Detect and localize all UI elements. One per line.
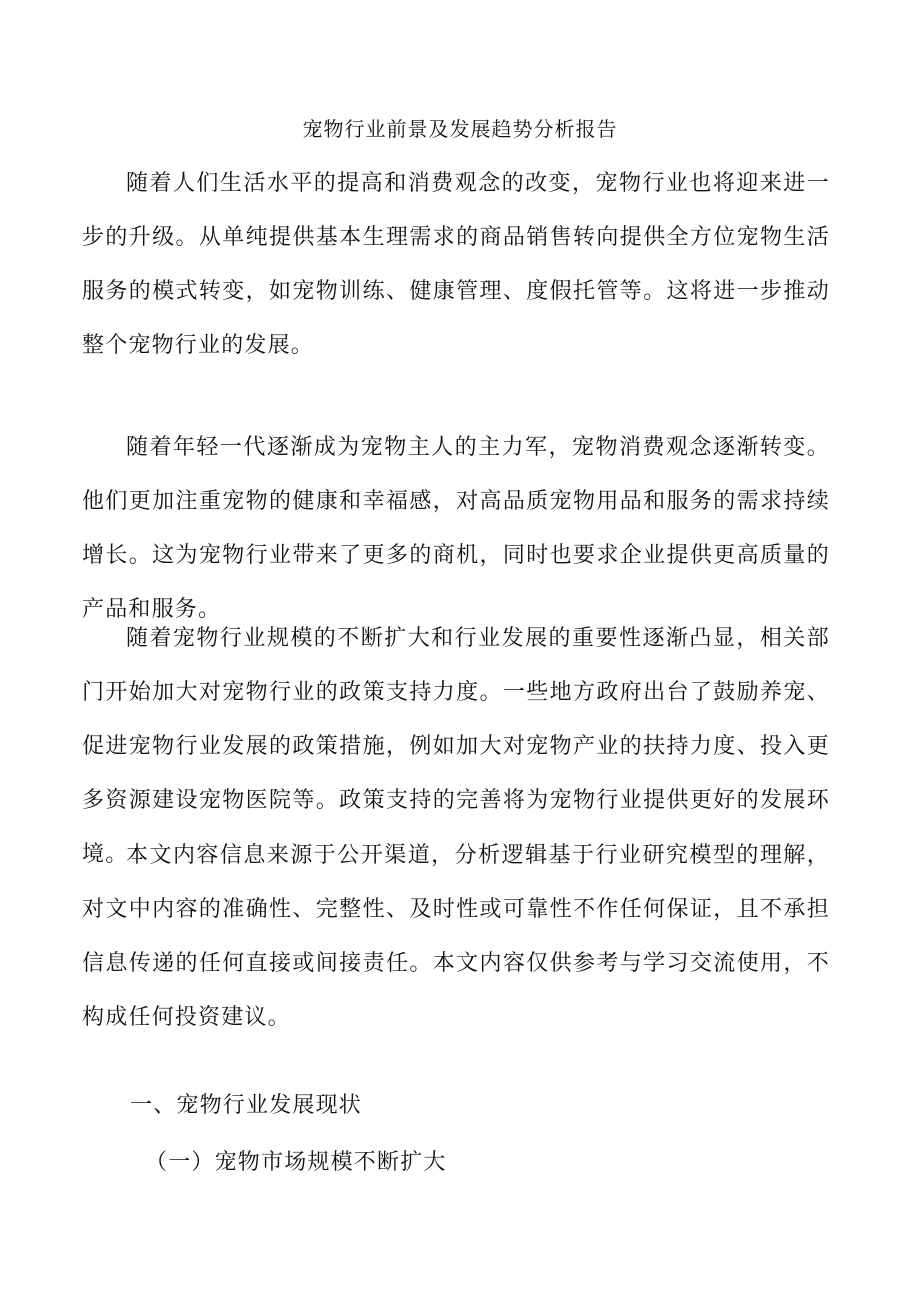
paragraph-disclaimer: 本文内容信息来源于公开渠道，分析逻辑基于行业研究模型的理解，对文中内容的准确性、完整性、及时性或可靠性不作任何保证，且不承担信息传递的任何直接或间接责任。本文内容仅供参考与学习交流使用，不构成任何投资建议。 bbox=[82, 843, 830, 1030]
document-title: 宠物行业前景及发展趋势分析报告 bbox=[302, 117, 618, 141]
section-heading: 一、宠物行业发展现状 bbox=[130, 1093, 363, 1118]
subsection-heading: （一）宠物市场规模不断扩大 bbox=[145, 1150, 447, 1175]
paragraph-young-owners: 随着年轻一代逐渐成为宠物主人的主力军，宠物消费观念逐渐转变。他们更加注重宠物的健康和幸福感，对高品质宠物用品和服务的需求持续增长。这为宠物行业带来了更多的商机，同时也要求企业提供更高质量的产品和服务。 bbox=[82, 435, 830, 622]
paragraph-service-upgrade: 随着人们生活水平的提高和消费观念的改变，宠物行业也将迎来进一步的升级。从单纯提供基本生理需求的商品销售转向提供全方位宠物生活服务的模式转变，如宠物训练、健康管理、度假托管等。这将进一步推动整个宠物行业的发展。 bbox=[82, 171, 830, 358]
paragraph-policy-support: 随着宠物行业规模的不断扩大和行业发展的重要性逐渐凸显，相关部门开始加大对宠物行业的政策支持力度。一些地方政府出台了鼓励养宠、促进宠物行业发展的政策措施，例如加大对宠物产业的扶持力度、投入更多资源建设宠物医院等。政策支持的完善将为宠物行业提供更好的发展环境。 bbox=[82, 626, 830, 867]
